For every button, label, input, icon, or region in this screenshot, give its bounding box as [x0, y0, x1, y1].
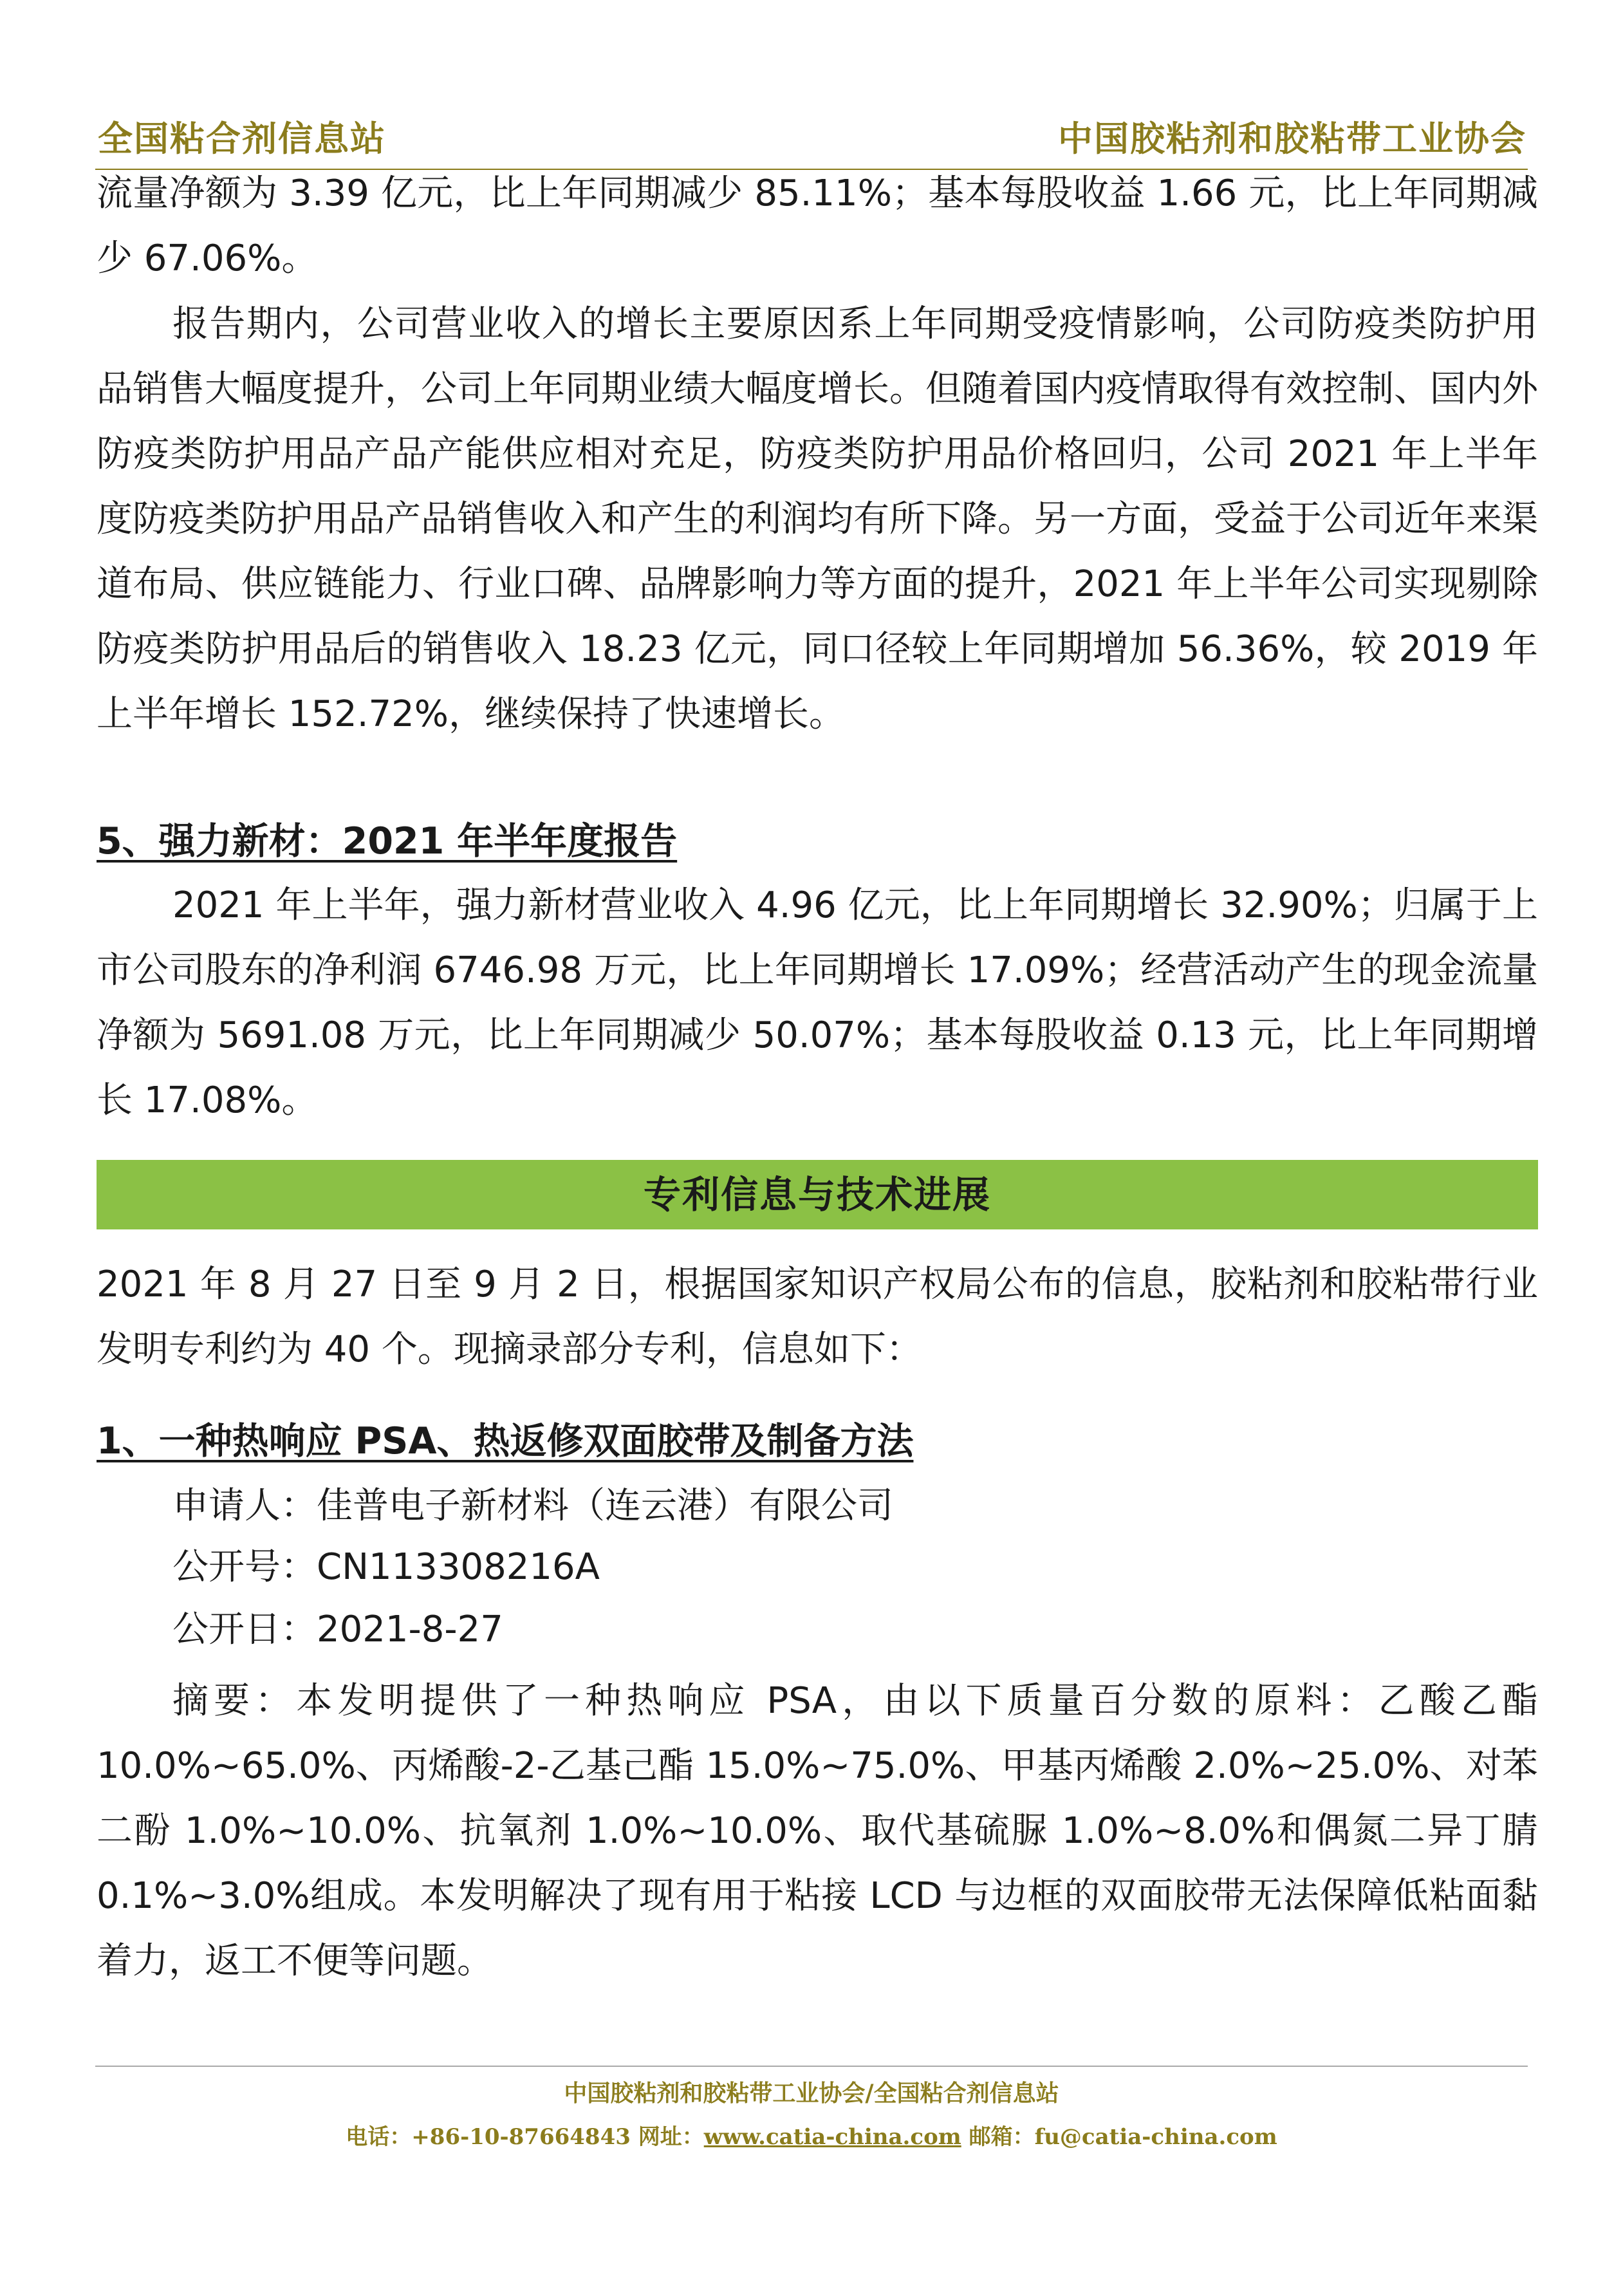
- patent-1-publication-date: 公开日：2021-8-27: [172, 1609, 503, 1650]
- header-right-title: 中国胶粘剂和胶粘带工业协会: [1058, 118, 1526, 159]
- footer-website-link[interactable]: www.catia-china.com: [703, 2124, 961, 2150]
- section-5-text: 2021 年上半年，强力新材营业收入 4.96 亿元，比上年同期增长 32.90%；归属于上市公司股东的净利润 6746.98 万元，比上年同期增长 17.09%；经营活动产生的现金流量净额为 5691.08 万元，比上年同期减少 50.07%；基本每股收益 0.13 元，比上年同期增长 17.08%。: [97, 884, 1538, 1121]
- patent-section-banner: 专利信息与技术进展: [97, 1160, 1538, 1229]
- footer-organization: 中国胶粘剂和胶粘带工业协会/全国粘合剂信息站: [564, 2080, 1059, 2107]
- paragraph-cashflow: 流量净额为 3.39 亿元，比上年同期减少 85.11%；基本每股收益 1.66 元，比上年同期减少 67.06%。: [97, 173, 1538, 279]
- section-5-title: 5、强力新材：2021 年半年度报告: [97, 820, 678, 863]
- patent-1-publication-number: 公开号：CN113308216A: [172, 1546, 600, 1588]
- footer-divider: [95, 2066, 1528, 2067]
- footer-phone: 电话：+86-10-87664843 网址：: [346, 2124, 704, 2150]
- patent-intro-paragraph: 2021 年 8 月 27 日至 9 月 2 日，根据国家知识产权局公布的信息，胶粘剂和胶粘带行业发明专利约为 40 个。现摘录部分专利，信息如下：: [97, 1264, 1538, 1370]
- paragraph-report-period: 报告期内，公司营业收入的增长主要原因系上年同期受疫情影响，公司防疫类防护用品销售大幅度提升，公司上年同期业绩大幅度增长。但随着国内疫情取得有效控制、国内外防疫类防护用品产品产能供应相对充足，防疫类防护用品价格回归，公司 2021 年上半年度防疫类防护用品产品销售收入和产生的利润均有所下降。另一方面，受益于公司近年来渠道布局、供应链能力、行业口碑、品牌影响力等方面的提升，2021 年上半年公司实现剔除防疫类防护用品后的销售收入 18.23 亿元，同口径较上年同期增加 56.36%，较 2019 年上半年增长 152.72%，继续保持了快速增长。: [97, 303, 1538, 735]
- patent-1-title: 1、一种热响应 PSA、热返修双面胶带及制备方法: [97, 1420, 914, 1462]
- patent-1-abstract: 摘要：本发明提供了一种热响应 PSA，由以下质量百分数的原料：乙酸乙酯 10.0%~65.0%、丙烯酸-2-乙基己酯 15.0%~75.0%、甲基丙烯酸 2.0%~25.0%、对苯二酚 1.0%~10.0%、抗氧剂 1.0%~10.0%、取代基硫脲 1.0%~8.0%和偶氮二异丁腈 0.1%~3.0%组成。本发明解决了现有用于粘接 LCD 与边框的双面胶带无法保障低粘面黏着力，返工不便等问题。: [97, 1680, 1539, 1982]
- footer-email: 邮箱：fu@catia-china.com: [961, 2124, 1277, 2150]
- footer-contact: [0, 2118, 1623, 2156]
- header-left-title: 全国粘合剂信息站: [98, 118, 386, 159]
- patent-1-applicant: 申请人：佳普电子新材料（连云港）有限公司: [172, 1485, 893, 1527]
